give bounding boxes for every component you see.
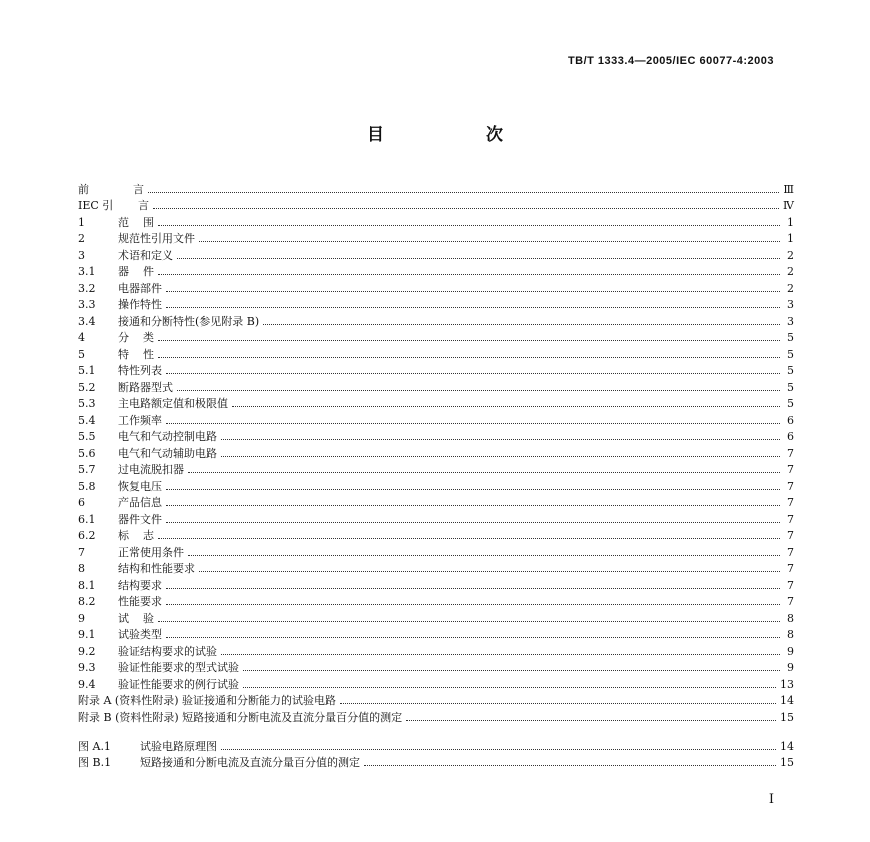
toc-entry-number: 7 — [78, 545, 85, 559]
toc-entry-page: Ⅳ — [783, 199, 794, 212]
toc-entry-title: 验证结构要求的试验 — [118, 644, 217, 658]
toc-entry-title: 工作频率 — [118, 413, 162, 427]
toc-leader-dots — [221, 654, 780, 655]
toc-entry-title: 过电流脱扣器 — [118, 463, 184, 476]
toc-entry — [78, 411, 794, 428]
toc-leader-dots — [158, 340, 780, 341]
toc-entry-number: IEC 引 — [78, 199, 114, 212]
toc-leader-dots — [166, 505, 780, 506]
page-number: I — [768, 792, 774, 807]
toc-entry-page: 8 — [787, 628, 794, 641]
toc-leader-dots — [263, 324, 780, 325]
table-of-contents — [78, 180, 794, 725]
toc-entry-title: 术语和定义 — [118, 248, 173, 262]
figure-entry-number: 图 A.1 — [78, 739, 111, 753]
toc-entry — [78, 180, 794, 197]
toc-entry-title: 特 性 — [118, 347, 154, 361]
toc-leader-dots — [221, 456, 780, 457]
toc-entry-page: 2 — [787, 265, 794, 278]
toc-leader-dots — [243, 670, 780, 671]
toc-entry-number: 5.3 — [78, 397, 96, 410]
figure-leader-dots — [221, 749, 776, 750]
toc-entry-page: 7 — [787, 463, 794, 476]
toc-entry-title: 结构和性能要求 — [118, 562, 195, 575]
figure-list — [78, 737, 794, 770]
toc-leader-dots — [166, 373, 780, 374]
toc-entry-page: 7 — [787, 446, 794, 460]
toc-entry-number: 5 — [78, 347, 85, 361]
toc-entry-title: 特性列表 — [118, 364, 162, 377]
toc-leader-dots — [166, 291, 780, 292]
toc-entry-title: 附录 B (资料性附录) 短路接通和分断电流及直流分量百分值的测定 — [78, 710, 403, 724]
toc-entry-title: 范 围 — [118, 215, 154, 229]
toc-entry-title: 结构要求 — [118, 578, 162, 592]
toc-entry-title: 电气和气动控制电路 — [118, 430, 217, 443]
toc-entry-page: 7 — [787, 562, 794, 575]
toc-entry-title: 言 — [138, 199, 149, 212]
toc-entry-number: 8 — [78, 562, 85, 575]
toc-entry-number: 3.4 — [78, 314, 96, 328]
toc-entry — [78, 659, 794, 676]
toc-entry-number: 6 — [78, 496, 85, 509]
toc-entry-title: 验证性能要求的型式试验 — [118, 661, 239, 674]
toc-entry — [78, 642, 794, 659]
toc-leader-dots — [177, 390, 780, 391]
toc-entry-number: 3 — [78, 248, 85, 262]
toc-entry — [78, 246, 794, 263]
toc-entry-number: 1 — [78, 215, 85, 229]
toc-leader-dots — [166, 604, 780, 605]
toc-leader-dots — [158, 274, 780, 275]
toc-entry-title: 言 — [133, 182, 144, 196]
toc-entry-number: 5.6 — [78, 446, 96, 460]
toc-leader-dots — [232, 406, 780, 407]
toc-entry-number: 9.1 — [78, 628, 96, 641]
toc-leader-dots — [166, 489, 780, 490]
toc-entry — [78, 708, 794, 725]
toc-entry — [78, 296, 794, 313]
toc-entry-number: 5.8 — [78, 479, 96, 493]
toc-entry-page: 5 — [787, 397, 794, 410]
toc-entry — [78, 329, 794, 346]
toc-entry-number: 5.2 — [78, 380, 96, 394]
toc-leader-dots — [199, 571, 780, 572]
toc-entry-page: 9 — [787, 644, 794, 658]
toc-entry-number: 8.1 — [78, 578, 96, 592]
toc-entry-title: 试 验 — [118, 611, 154, 625]
toc-entry-title: 规范性引用文件 — [118, 232, 195, 245]
toc-entry-title: 正常使用条件 — [118, 545, 184, 559]
toc-leader-dots — [166, 423, 780, 424]
toc-entry-title: 验证性能要求的例行试验 — [118, 677, 239, 691]
toc-entry-number: 5.7 — [78, 463, 96, 476]
toc-entry-page: 7 — [787, 578, 794, 592]
page-title: 目 次 — [367, 125, 551, 145]
toc-entry-page: 2 — [787, 281, 794, 295]
figure-entry — [78, 737, 794, 754]
toc-entry-number: 2 — [78, 232, 85, 245]
toc-leader-dots — [158, 621, 780, 622]
toc-entry-title: 电气和气动辅助电路 — [118, 446, 217, 460]
toc-leader-dots — [199, 241, 780, 242]
figure-entry-title: 试验电路原理图 — [140, 739, 217, 753]
toc-entry — [78, 197, 794, 214]
toc-leader-dots — [166, 637, 780, 638]
figure-entry-number: 图 B.1 — [78, 756, 112, 769]
toc-entry-title: 器 件 — [118, 265, 154, 278]
toc-entry-number: 6.1 — [78, 512, 96, 526]
figure-entry-page: 15 — [780, 756, 794, 769]
toc-entry-number: 3.2 — [78, 281, 96, 295]
toc-leader-dots — [158, 225, 780, 226]
toc-entry-number: 6.2 — [78, 529, 96, 542]
toc-entry — [78, 675, 794, 692]
toc-entry — [78, 312, 794, 329]
toc-entry — [78, 461, 794, 478]
toc-entry-page: 7 — [787, 545, 794, 559]
toc-entry-page: 3 — [787, 298, 794, 311]
toc-entry-page: 6 — [787, 413, 794, 427]
toc-leader-dots — [166, 307, 780, 308]
toc-entry — [78, 560, 794, 577]
toc-entry-title: 附录 A (资料性附录) 验证接通和分断能力的试验电路 — [78, 694, 337, 707]
toc-leader-dots — [243, 687, 776, 688]
toc-entry-title: 断路器型式 — [118, 380, 173, 394]
toc-entry — [78, 576, 794, 593]
toc-leader-dots — [340, 703, 776, 704]
toc-entry-title: 接通和分断特性(参见附录 B) — [118, 314, 260, 328]
toc-entry-title: 恢复电压 — [118, 479, 162, 493]
toc-entry-title: 操作特性 — [118, 298, 162, 311]
figure-leader-dots — [364, 765, 776, 766]
toc-entry — [78, 230, 794, 247]
toc-entry — [78, 477, 794, 494]
toc-entry-title: 性能要求 — [118, 595, 162, 608]
toc-entry — [78, 609, 794, 626]
toc-entry — [78, 543, 794, 560]
toc-entry-page: 5 — [787, 364, 794, 377]
figure-entry — [78, 754, 794, 771]
toc-entry — [78, 444, 794, 461]
toc-entry-number: 前 — [78, 182, 89, 196]
toc-leader-dots — [188, 472, 780, 473]
toc-entry-page: 2 — [787, 248, 794, 262]
toc-entry-title: 主电路额定值和极限值 — [118, 397, 228, 410]
toc-leader-dots — [406, 720, 776, 721]
toc-entry — [78, 263, 794, 280]
toc-leader-dots — [188, 555, 780, 556]
toc-entry-title: 标 志 — [118, 529, 154, 542]
toc-entry-page: 1 — [787, 215, 794, 229]
toc-entry — [78, 362, 794, 379]
toc-entry — [78, 494, 794, 511]
toc-leader-dots — [177, 258, 780, 259]
toc-entry-page: 8 — [787, 611, 794, 625]
toc-entry-page: 15 — [780, 710, 794, 724]
toc-leader-dots — [166, 588, 780, 589]
toc-leader-dots — [148, 192, 779, 193]
toc-entry-page: 3 — [787, 314, 794, 328]
toc-entry-page: 7 — [787, 512, 794, 526]
toc-entry-number: 9.4 — [78, 677, 96, 691]
toc-entry-number: 9.3 — [78, 661, 96, 674]
toc-entry — [78, 692, 794, 709]
figure-entry-page: 14 — [780, 739, 794, 753]
toc-entry-page: 6 — [787, 430, 794, 443]
toc-entry-number: 4 — [78, 331, 85, 344]
toc-leader-dots — [166, 522, 780, 523]
toc-entry — [78, 626, 794, 643]
toc-entry-title: 试验类型 — [118, 628, 162, 641]
toc-entry-number: 3.1 — [78, 265, 96, 278]
toc-leader-dots — [158, 357, 780, 358]
toc-entry-page: 5 — [787, 380, 794, 394]
toc-entry — [78, 510, 794, 527]
toc-entry-title: 器件文件 — [118, 512, 162, 526]
toc-entry-page: Ⅲ — [783, 182, 794, 196]
toc-entry-number: 5.1 — [78, 364, 96, 377]
toc-entry-number: 9.2 — [78, 644, 96, 658]
toc-entry — [78, 345, 794, 362]
figure-entry-title: 短路接通和分断电流及直流分量百分值的测定 — [140, 756, 360, 769]
toc-entry-page: 7 — [787, 595, 794, 608]
toc-entry — [78, 395, 794, 412]
toc-entry-page: 14 — [780, 694, 794, 707]
toc-entry — [78, 527, 794, 544]
toc-entry-page: 1 — [787, 232, 794, 245]
toc-entry — [78, 593, 794, 610]
toc-leader-dots — [153, 208, 779, 209]
standard-code: TB/T 1333.4—2005/IEC 60077-4:2003 — [567, 55, 774, 67]
toc-entry-title: 产品信息 — [118, 496, 162, 509]
toc-entry-page: 9 — [787, 661, 794, 674]
toc-entry-number: 8.2 — [78, 595, 96, 608]
toc-entry — [78, 279, 794, 296]
toc-entry — [78, 378, 794, 395]
toc-leader-dots — [221, 439, 780, 440]
toc-entry — [78, 428, 794, 445]
toc-entry-number: 3.3 — [78, 298, 96, 311]
toc-entry-page: 5 — [787, 347, 794, 361]
toc-entry-number: 5.4 — [78, 413, 96, 427]
toc-entry-page: 13 — [780, 677, 794, 691]
toc-entry-page: 7 — [787, 479, 794, 493]
toc-entry — [78, 213, 794, 230]
toc-entry-page: 7 — [787, 529, 794, 542]
toc-entry-title: 分 类 — [118, 331, 154, 344]
toc-entry-number: 9 — [78, 611, 85, 625]
toc-entry-number: 5.5 — [78, 430, 96, 443]
toc-entry-title: 电器部件 — [118, 281, 162, 295]
toc-entry-page: 7 — [787, 496, 794, 509]
toc-leader-dots — [158, 538, 780, 539]
toc-entry-page: 5 — [787, 331, 794, 344]
